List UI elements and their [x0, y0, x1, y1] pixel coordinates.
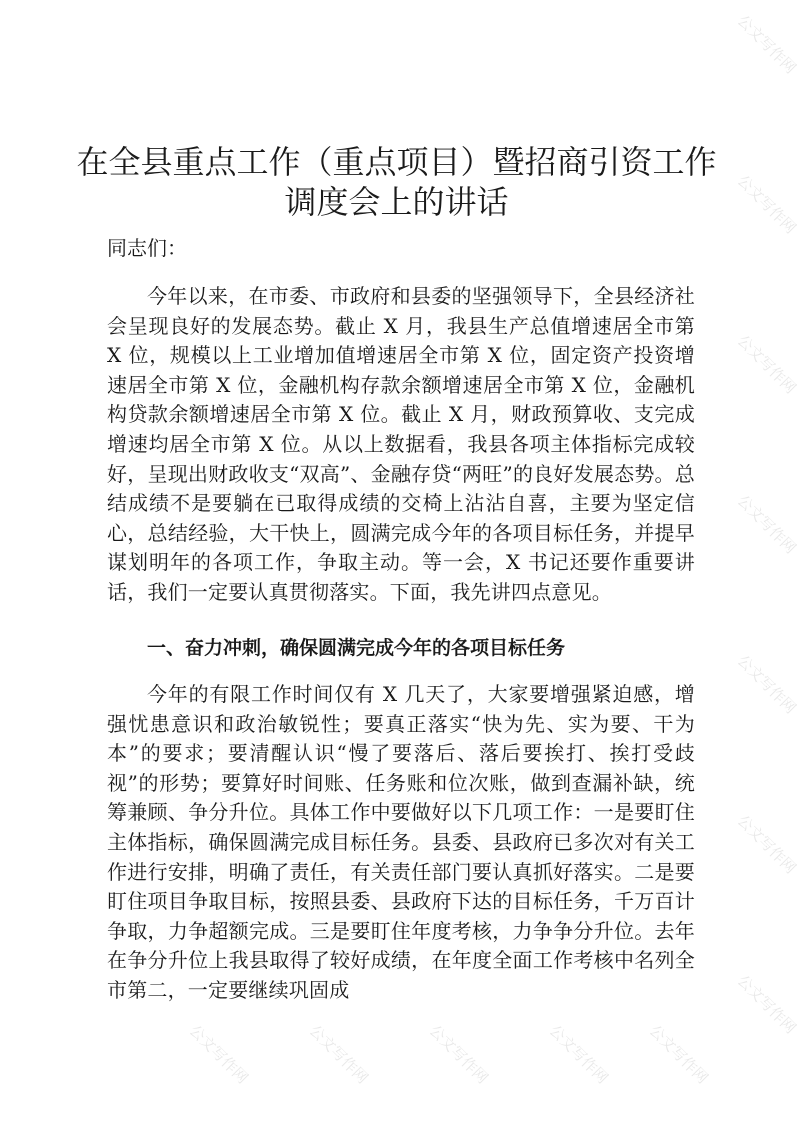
document-title-line1: 在全县重点工作（重点项目）暨招商引资工作: [76, 143, 717, 181]
watermark: 公文写作网: [733, 651, 800, 718]
section-heading-1: 一、奋力冲刺，确保圆满完成今年的各项目标任务: [147, 637, 566, 659]
watermark: 公文写作网: [733, 491, 800, 558]
watermark: 公文写作网: [185, 1021, 252, 1088]
watermark: 公文写作网: [305, 1021, 372, 1088]
body-paragraph-1: 今年以来，在市委、市政府和县委的坚强领导下，全县经济社会呈现良好的发展态势。截止 X 月，我县生产总值增速居全市第 X 位，规模以上工业增加值增速居全市第 X 位，固定资产投资增速居全市第 X 位，金融机构存款余额增速居全市第 X 位，金融机构贷款余额增速居全市第 X 位。截止 X 月，财政预算收、支完成增速均居全市第 X 位。从以上数据看，我县各项主体指标完成较好，呈现出财政收支“双高”、金融存贷“两旺”的良好发展态势。总结成绩不是要躺在已取得成绩的交椅上沾沾自喜，主要为坚定信心，总结经验，大干快上，圆满完成今年的各项目标任务，并提早谋划明年的各项工作，争取主动。等一会，X 书记还要作重要讲话，我们一定要认真贯彻落实。下面，我先讲四点意见。: [107, 284, 695, 604]
watermark: 公文写作网: [733, 331, 800, 398]
document-title-line2: 调度会上的讲话: [284, 183, 509, 221]
watermark: 公文写作网: [733, 171, 800, 238]
watermark: 公文写作网: [733, 11, 800, 78]
watermark: 公文写作网: [425, 1021, 492, 1088]
watermark: 公文写作网: [733, 971, 800, 1038]
watermark: 公文写作网: [645, 1021, 712, 1088]
body-paragraph-2: 今年的有限工作时间仅有 X 几天了，大家要增强紧迫感，增强忧患意识和政治敏锐性；要真正落实“快为先、实为要、干为本”的要求；要清醒认识“慢了要落后、落后要挨打、挨打受歧视”的形势；要算好时间账、任务账和位次账，做到查漏补缺，统筹兼顾、争分升位。具体工作中要做好以下几项工作：一是要盯住主体指标，确保圆满完成目标任务。县委、县政府已多次对有关工作进行安排，明确了责任，有关责任部门要认真抓好落实。二是要盯住项目争取目标，按照县委、县政府下达的目标任务，千万百计争取，力争超额完成。三是要盯住年度考核，力争争分升位。去年在争分升位上我县取得了较好成绩，在年度全面工作考核中名列全市第二，一定要继续巩固成: [107, 682, 695, 1002]
salutation: 同志们：: [107, 236, 187, 260]
watermark: 公文写作网: [545, 1021, 612, 1088]
watermark: 公文写作网: [733, 811, 800, 878]
